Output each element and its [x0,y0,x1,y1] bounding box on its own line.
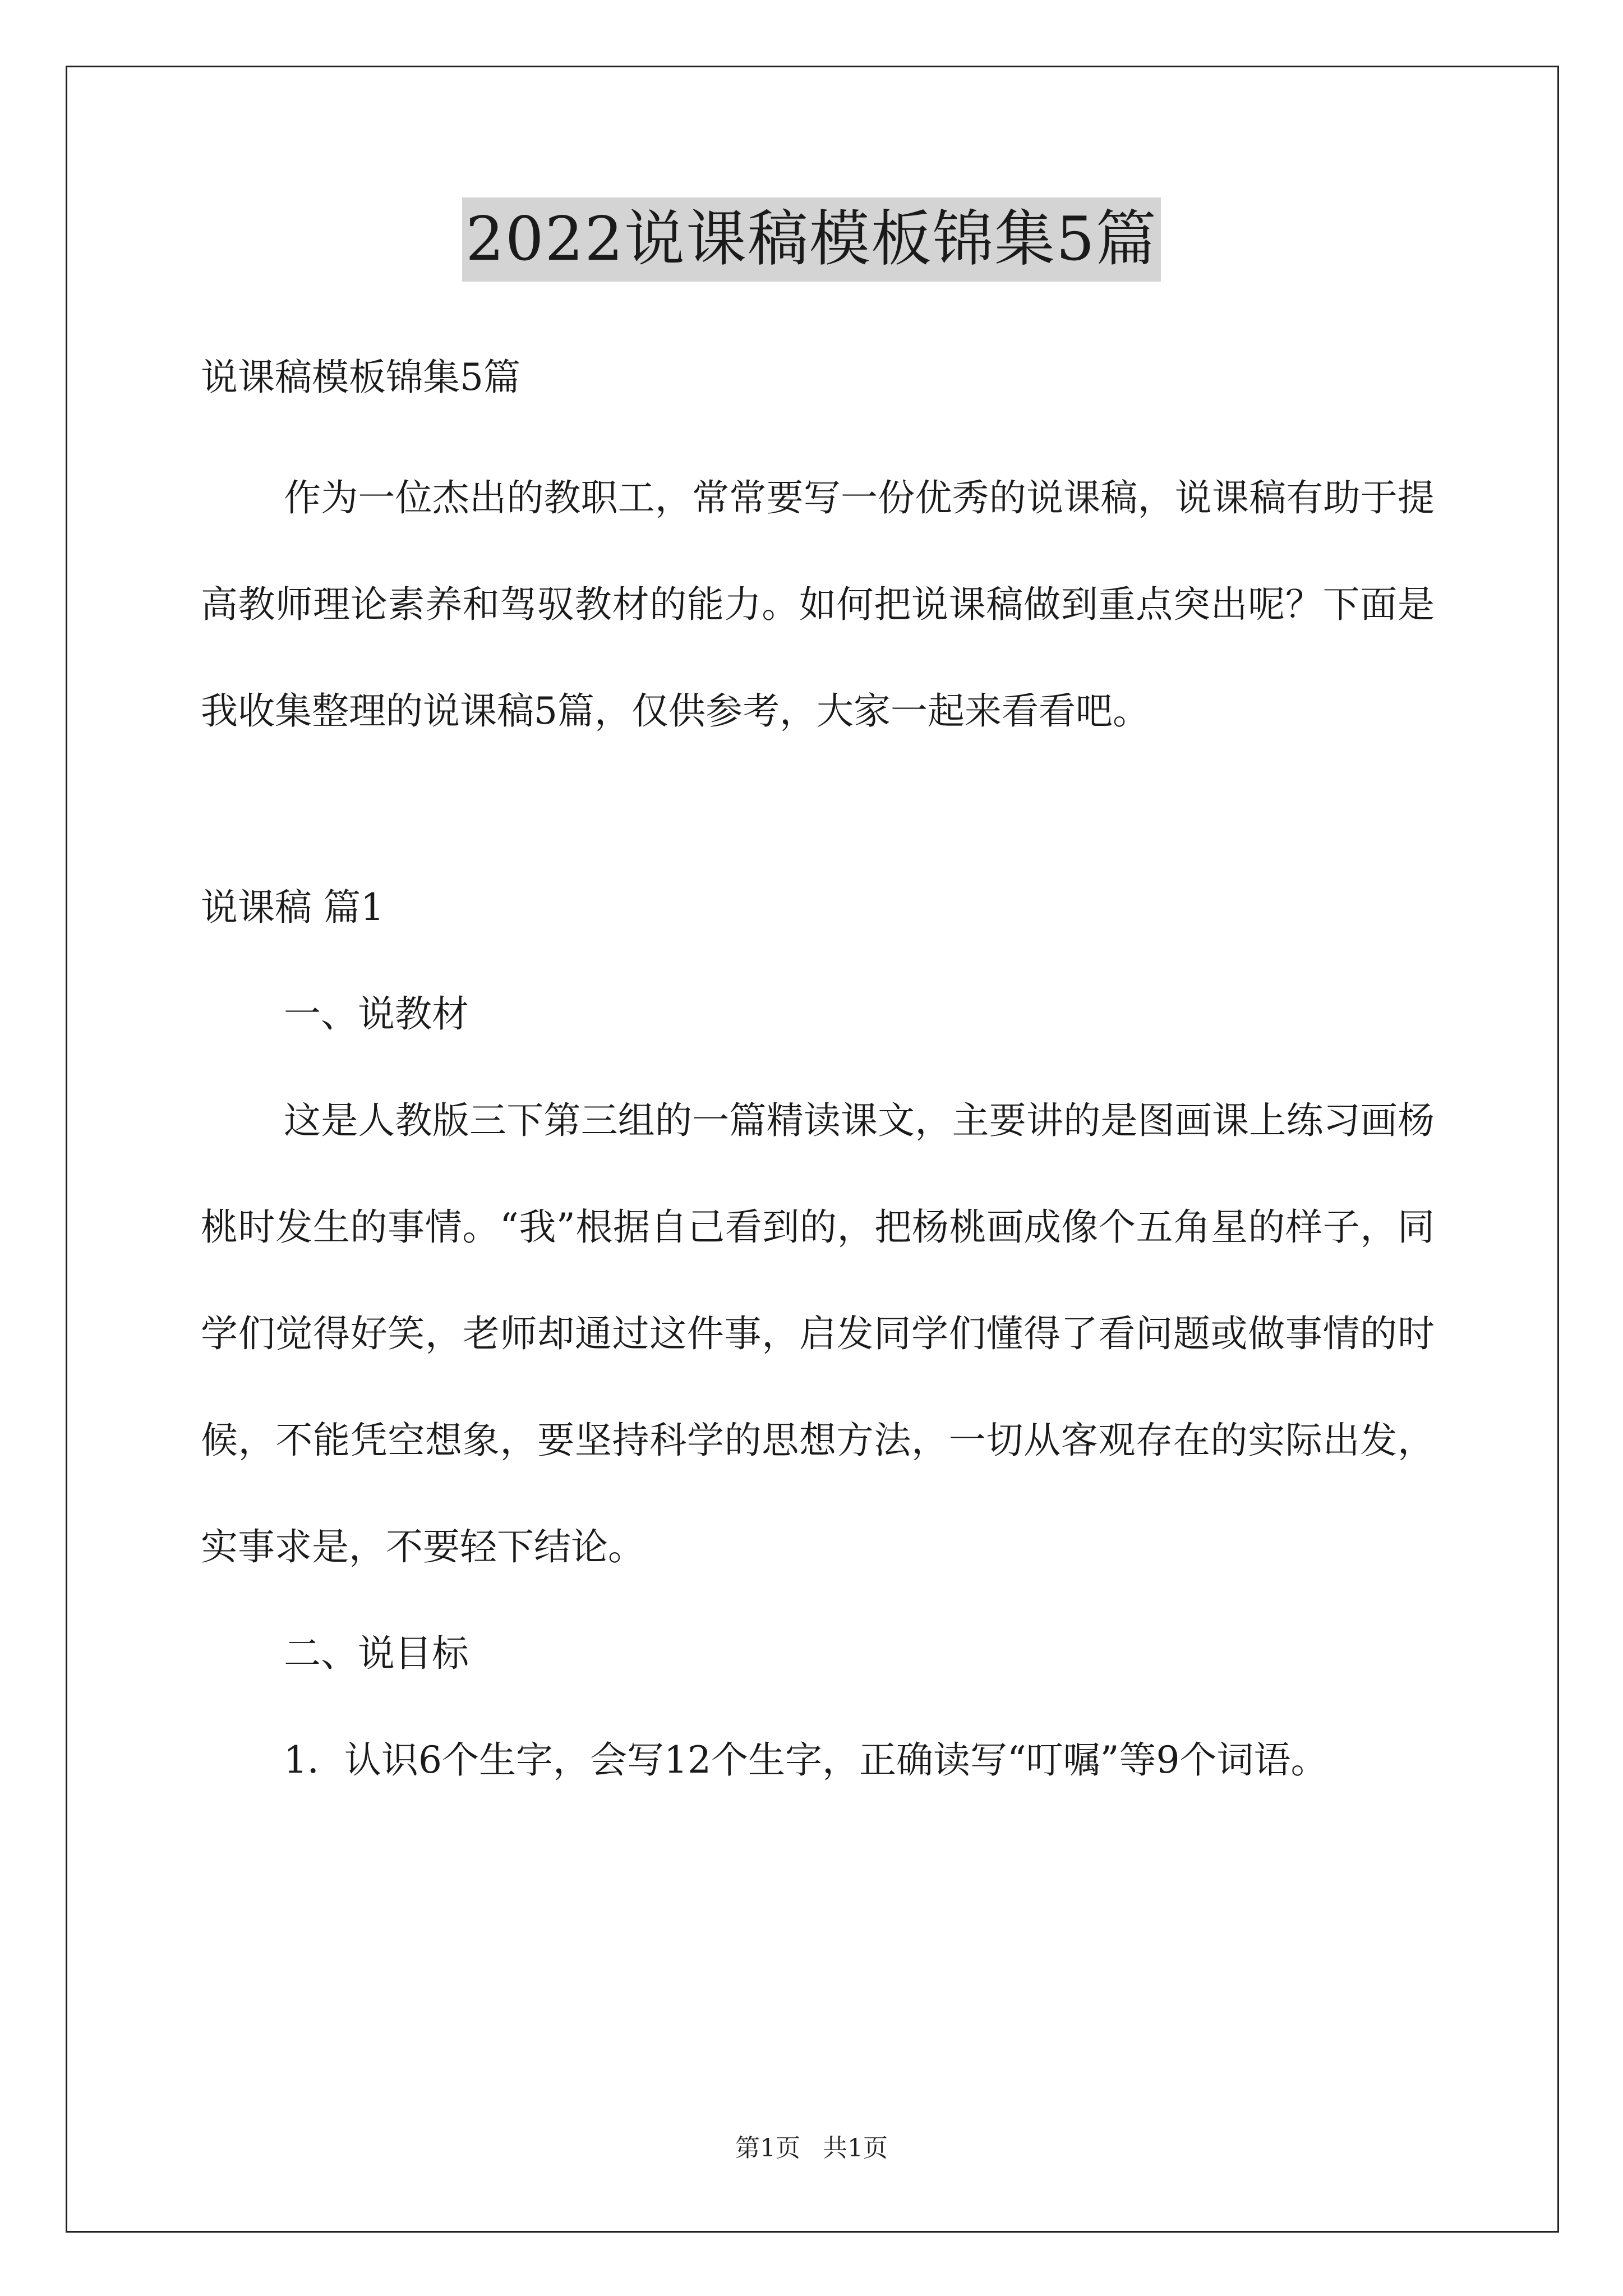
part1-paragraph: 这是人教版三下第三组的一篇精读课文，主要讲的是图画课上练习画杨桃时发生的事情。“我”根据自己看到的，把杨桃画成像个五角星的样子，同学们觉得好笑，老师却通过这件事，启发同学们懂得了看问题或做事情的时候，不能凭空想象，要坚持科学的思想方法，一切从客观存在的实际出发，实事求是，不要轻下结论。 [201,1099,1435,1568]
page-total: 共1页 [823,2134,888,2162]
intro-paragraph: 作为一位杰出的教职工，常常要写一份优秀的说课稿，说课稿有助于提高教师理论素养和驾驭教材的能力。如何把说课稿做到重点突出呢？下面是我收集整理的说课稿5篇，仅供参考，大家一起来看看吧。 [201,476,1435,733]
section-spacer [201,765,1435,854]
document-body [201,347,1435,1814]
section-heading: 说课稿 篇1 [201,886,384,929]
title-wrap [0,197,1623,282]
part1-title: 一、说教材 [284,992,469,1036]
document-title: 2022说课稿模板锦集5篇 [462,197,1161,282]
goal-item-1: 1．认识6个生字，会写12个生字，正确读写“叮嘱”等9个词语。 [284,1738,1328,1782]
document-subtitle: 说课稿模板锦集5篇 [201,356,520,399]
page-footer [0,2132,1623,2165]
part2-title: 二、说目标 [284,1632,469,1675]
page-number: 第1页 [735,2134,800,2162]
